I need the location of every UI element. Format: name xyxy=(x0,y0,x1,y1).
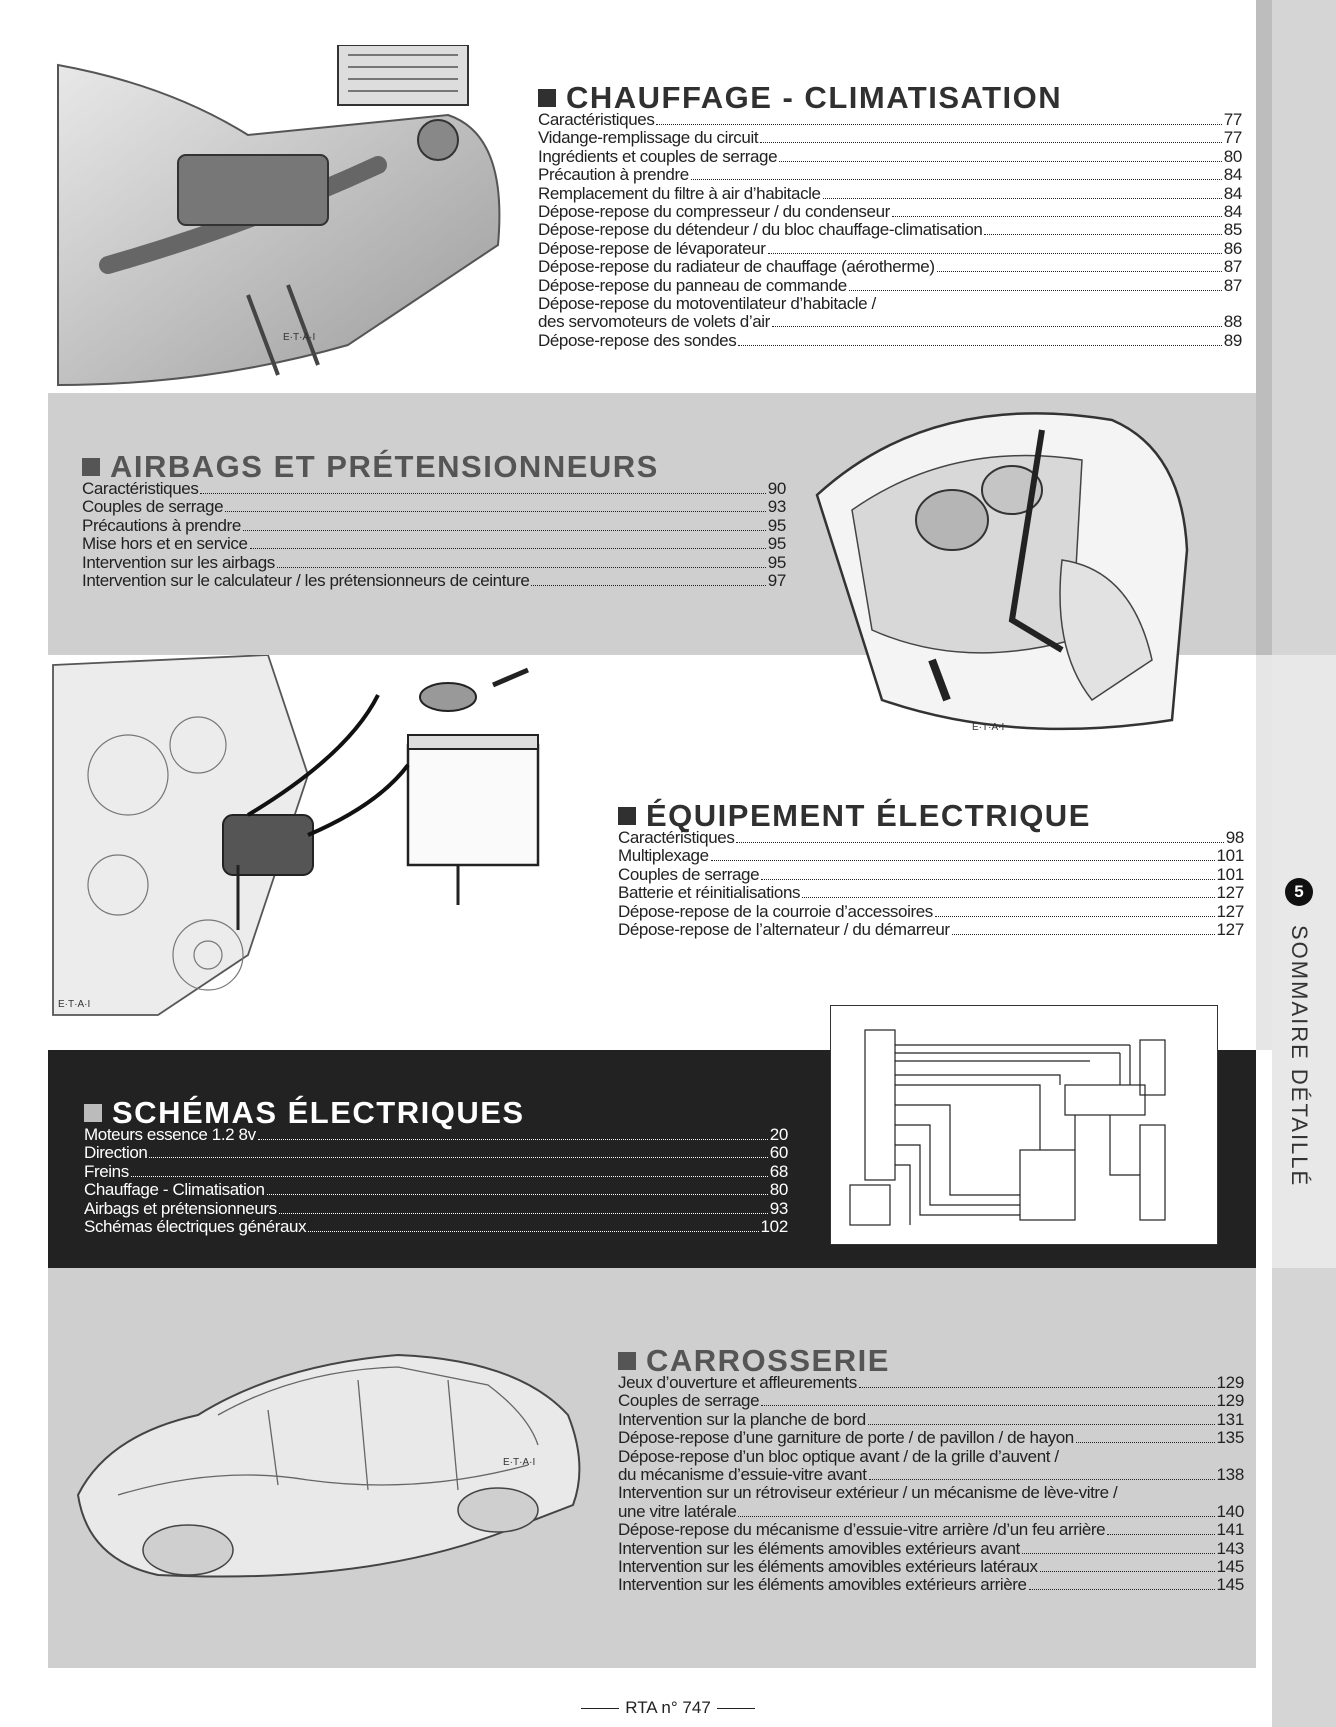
toc-entry[interactable] xyxy=(618,1503,1244,1521)
footer-rule xyxy=(717,1708,755,1709)
toc-entry[interactable] xyxy=(82,554,786,572)
toc-entry[interactable] xyxy=(538,129,1242,147)
toc-leader-dots xyxy=(823,198,1222,199)
toc-entry-page: 89 xyxy=(1223,330,1242,350)
toc-entry-page: 60 xyxy=(769,1143,788,1163)
toc-entry-title: Dépose-repose d’une garniture de porte / de pavillon / de hayon xyxy=(618,1428,1074,1448)
toc-entry[interactable] xyxy=(538,221,1242,239)
toc-leader-dots xyxy=(308,1231,758,1232)
section-title: CHAUFFAGE - CLIMATISATION xyxy=(538,82,1242,114)
toc-leader-dots xyxy=(859,1387,1215,1388)
toc-entry-page: 140 xyxy=(1216,1501,1244,1521)
toc-entry[interactable] xyxy=(538,166,1242,184)
toc-entry[interactable] xyxy=(84,1144,788,1162)
toc-entry[interactable] xyxy=(82,535,786,553)
toc-leader-dots xyxy=(1029,1589,1215,1590)
toc-entry[interactable] xyxy=(618,866,1244,884)
toc-leader-dots xyxy=(691,179,1222,180)
toc-entry-title: Dépose-repose du compresseur / du condenseur xyxy=(538,202,890,222)
toc-leader-dots xyxy=(531,585,765,586)
toc-entry-page: 102 xyxy=(760,1217,788,1237)
figure-watermark: E·T·A·I xyxy=(503,1457,536,1468)
square-bullet-icon xyxy=(82,458,100,476)
toc-leader-dots xyxy=(937,271,1222,272)
toc-entry-title: Intervention sur le calculateur / les prétensionneurs de ceinture xyxy=(82,571,530,591)
toc-leader-dots xyxy=(892,216,1222,217)
toc-leader-dots xyxy=(738,345,1221,346)
toc-entry-page: 90 xyxy=(767,479,786,498)
toc-entry[interactable] xyxy=(618,1558,1244,1576)
toc-entry[interactable] xyxy=(538,185,1242,203)
toc-entry[interactable] xyxy=(618,903,1244,921)
toc-entry-title: Dépose-repose du panneau de commande xyxy=(538,275,847,295)
toc-entry[interactable] xyxy=(618,1374,1244,1392)
toc-entry-title: Dépose-repose du radiateur de chauffage (aérotherme) xyxy=(538,257,935,277)
toc-entry[interactable] xyxy=(618,884,1244,902)
toc-leader-dots xyxy=(802,897,1214,898)
toc-leader-dots xyxy=(258,1139,768,1140)
toc-entry-page: 145 xyxy=(1216,1575,1244,1595)
toc-leader-dots xyxy=(935,916,1215,917)
toc-leader-dots xyxy=(1022,1553,1215,1554)
toc-entry-page: 87 xyxy=(1223,257,1242,277)
toc-entry[interactable] xyxy=(618,1484,1244,1502)
car-body-illustration xyxy=(68,1345,590,1595)
toc-leader-dots xyxy=(760,142,1222,143)
toc-entry-page: 84 xyxy=(1223,183,1242,203)
toc-entry[interactable] xyxy=(538,148,1242,166)
toc-entry[interactable] xyxy=(618,1411,1244,1429)
square-bullet-icon xyxy=(618,807,636,825)
dashboard-hvac-illustration xyxy=(48,45,518,393)
toc-entry-title: Couples de serrage xyxy=(82,497,224,517)
toc-entry-title: Couples de serrage xyxy=(618,1391,760,1411)
toc-leader-dots xyxy=(779,161,1222,162)
toc-entry-title: Dépose-repose du motoventilateur d’habitacle / xyxy=(538,294,876,314)
sidebar-label: SOMMAIRE DÉTAILLÉ xyxy=(1287,925,1312,1188)
toc-entry-page: 131 xyxy=(1216,1409,1244,1429)
toc-entry-page: 95 xyxy=(767,515,786,535)
section-equipement xyxy=(618,800,1244,939)
toc-entry[interactable] xyxy=(538,277,1242,295)
square-bullet-icon xyxy=(538,89,556,107)
toc-entry[interactable] xyxy=(618,921,1244,939)
toc-entry-title: Intervention sur un rétroviseur extérieur / un mécanisme de lève-vitre / xyxy=(618,1483,1118,1503)
toc-entry-page: 68 xyxy=(769,1161,788,1181)
toc-entry-title: des servomoteurs de volets d’air xyxy=(538,312,770,332)
toc-entry-title: Direction xyxy=(84,1143,148,1163)
toc-entry-title: Batterie et réinitialisations xyxy=(618,883,801,903)
toc-entry-page: 80 xyxy=(1223,146,1242,166)
toc-entry[interactable] xyxy=(82,517,786,535)
sidebar-strip-lower xyxy=(1256,655,1272,1050)
section-title: AIRBAGS ET PRÉTENSIONNEURS xyxy=(82,451,786,483)
toc-entry[interactable] xyxy=(84,1163,788,1181)
toc-entry-title: Précautions à prendre xyxy=(82,515,241,535)
toc-leader-dots xyxy=(1107,1534,1214,1535)
toc-entry-page: 95 xyxy=(767,534,786,554)
toc-entry-page: 127 xyxy=(1216,920,1244,940)
section-chauffage xyxy=(538,82,1242,350)
toc-entry-title: Moteurs essence 1.2 8v xyxy=(84,1125,256,1144)
toc-leader-dots xyxy=(849,290,1222,291)
toc-entry-page: 101 xyxy=(1216,864,1244,884)
toc-entry[interactable] xyxy=(84,1218,788,1236)
toc-leader-dots xyxy=(200,493,765,494)
toc-leader-dots xyxy=(1076,1442,1215,1443)
toc-entry-title: Caractéristiques xyxy=(538,110,655,129)
toc-entry-page: 145 xyxy=(1216,1557,1244,1577)
toc-entry-title: Caractéristiques xyxy=(82,479,199,498)
toc-leader-dots xyxy=(761,1405,1214,1406)
toc-entry-page: 84 xyxy=(1223,202,1242,222)
toc-entry-page: 127 xyxy=(1216,883,1244,903)
footer-text: RTA n° 747 xyxy=(625,1698,711,1717)
airbag-interior-illustration xyxy=(812,400,1192,745)
toc-leader-dots xyxy=(711,860,1215,861)
toc-entry-page: 80 xyxy=(769,1180,788,1200)
footer xyxy=(0,1698,1336,1718)
toc-leader-dots xyxy=(952,934,1215,935)
toc-entry-title: Dépose-repose de l’alternateur / du démarreur xyxy=(618,920,950,940)
toc-leader-dots xyxy=(279,1213,768,1214)
figure-watermark: E·T·A·I xyxy=(972,722,1005,733)
figure-watermark: E·T·A·I xyxy=(58,999,91,1010)
toc-entry-title: Airbags et prétensionneurs xyxy=(84,1198,277,1218)
toc-leader-dots xyxy=(149,1157,767,1158)
toc-entry-title: Précaution à prendre xyxy=(538,165,689,185)
toc-entry-title: Intervention sur les éléments amovibles extérieurs latéraux xyxy=(618,1557,1038,1577)
toc-leader-dots xyxy=(868,1424,1215,1425)
toc-leader-dots xyxy=(736,842,1223,843)
toc-list xyxy=(538,111,1242,350)
toc-entry[interactable] xyxy=(84,1200,788,1218)
toc-leader-dots xyxy=(277,567,766,568)
toc-entry-page: 93 xyxy=(769,1198,788,1218)
toc-entry-page: 86 xyxy=(1223,238,1242,258)
toc-entry-title: Intervention sur les éléments amovibles extérieurs arrière xyxy=(618,1575,1027,1595)
toc-entry[interactable] xyxy=(618,1429,1244,1447)
toc-entry-title: Intervention sur les éléments amovibles extérieurs avant xyxy=(618,1538,1020,1558)
toc-entry[interactable] xyxy=(618,1466,1244,1484)
square-bullet-icon xyxy=(618,1352,636,1370)
toc-entry-page: 135 xyxy=(1216,1428,1244,1448)
chapter-number-badge[interactable]: 5 xyxy=(1285,878,1313,906)
toc-entry-title: Intervention sur la planche de bord xyxy=(618,1409,866,1429)
toc-entry[interactable] xyxy=(618,1448,1244,1466)
section-title: SCHÉMAS ÉLECTRIQUES xyxy=(84,1097,788,1129)
toc-entry-page: 138 xyxy=(1216,1465,1244,1485)
toc-entry[interactable] xyxy=(538,240,1242,258)
toc-entry[interactable] xyxy=(538,258,1242,276)
toc-entry-title: Dépose-repose du mécanisme d’essuie-vitre arrière /d’un feu arrière xyxy=(618,1520,1106,1540)
toc-entry-title: une vitre latérale xyxy=(618,1501,737,1521)
toc-entry-page: 87 xyxy=(1223,275,1242,295)
toc-entry-title: Dépose-repose de la courroie d’accessoires xyxy=(618,901,933,921)
toc-entry-title: Jeux d’ouverture et affleurements xyxy=(618,1373,857,1392)
toc-leader-dots xyxy=(656,124,1221,125)
toc-entry[interactable] xyxy=(618,1540,1244,1558)
toc-entry[interactable] xyxy=(538,203,1242,221)
toc-entry[interactable] xyxy=(538,332,1242,350)
toc-entry-title: Dépose-repose d’un bloc optique avant / de la grille d’auvent / xyxy=(618,1446,1059,1466)
toc-entry-page: 129 xyxy=(1216,1373,1244,1392)
toc-entry-page: 93 xyxy=(767,497,786,517)
engine-starter-battery-illustration xyxy=(48,655,573,1017)
toc-entry-title: Remplacement du filtre à air d’habitacle xyxy=(538,183,821,203)
toc-entry-title: Mise hors et en service xyxy=(82,534,248,554)
toc-leader-dots xyxy=(267,1194,768,1195)
toc-entry-page: 77 xyxy=(1223,128,1242,148)
toc-list xyxy=(82,480,786,590)
toc-entry-title: Chauffage - Climatisation xyxy=(84,1180,265,1200)
toc-entry-page: 141 xyxy=(1216,1520,1244,1540)
toc-entry-page: 98 xyxy=(1225,828,1244,847)
toc-leader-dots xyxy=(772,326,1222,327)
toc-leader-dots xyxy=(761,879,1214,880)
toc-entry-title: Dépose-repose des sondes xyxy=(538,330,737,350)
toc-list xyxy=(618,1374,1244,1595)
toc-entry-title: Multiplexage xyxy=(618,846,709,866)
toc-leader-dots xyxy=(250,548,766,549)
toc-entry-page: 85 xyxy=(1223,220,1242,240)
toc-leader-dots xyxy=(869,1479,1215,1480)
section-carrosserie xyxy=(618,1345,1244,1595)
toc-entry-page: 127 xyxy=(1216,901,1244,921)
toc-entry-page: 129 xyxy=(1216,1391,1244,1411)
toc-leader-dots xyxy=(984,234,1221,235)
toc-entry[interactable] xyxy=(618,1521,1244,1539)
footer-rule xyxy=(581,1708,619,1709)
toc-entry[interactable] xyxy=(538,313,1242,331)
toc-leader-dots xyxy=(738,1516,1214,1517)
toc-list xyxy=(618,829,1244,939)
toc-entry-title: Vidange-remplissage du circuit xyxy=(538,128,759,148)
toc-leader-dots xyxy=(131,1176,768,1177)
toc-entry-title: du mécanisme d’essuie-vitre avant xyxy=(618,1465,867,1485)
toc-entry-title: Ingrédients et couples de serrage xyxy=(538,146,778,166)
toc-leader-dots xyxy=(225,511,766,512)
toc-entry[interactable] xyxy=(82,498,786,516)
toc-entry-title: Couples de serrage xyxy=(618,864,760,884)
toc-leader-dots xyxy=(768,253,1222,254)
toc-entry-page: 95 xyxy=(767,552,786,572)
toc-entry[interactable] xyxy=(538,295,1242,313)
toc-entry[interactable] xyxy=(618,1576,1244,1594)
toc-entry-page: 97 xyxy=(767,571,786,591)
wiring-diagram-illustration xyxy=(830,1005,1218,1245)
toc-entry-page: 143 xyxy=(1216,1538,1244,1558)
toc-entry-title: Freins xyxy=(84,1161,129,1181)
toc-entry-page: 20 xyxy=(769,1125,788,1144)
section-schemas xyxy=(84,1097,788,1236)
section-airbags xyxy=(82,451,786,590)
toc-entry-title: Dépose-repose de lévaporateur xyxy=(538,238,766,258)
figure-watermark: E·T·A·I xyxy=(283,332,316,343)
section-title: CARROSSERIE xyxy=(618,1345,1244,1377)
toc-entry-page: 84 xyxy=(1223,165,1242,185)
section-title: ÉQUIPEMENT ÉLECTRIQUE xyxy=(618,800,1244,832)
toc-entry-page: 88 xyxy=(1223,312,1242,332)
toc-entry-page: 77 xyxy=(1223,110,1242,129)
toc-leader-dots xyxy=(243,530,766,531)
toc-entry-title: Schémas électriques généraux xyxy=(84,1217,307,1237)
toc-entry[interactable] xyxy=(82,572,786,590)
toc-entry-page: 101 xyxy=(1216,846,1244,866)
toc-list xyxy=(84,1126,788,1236)
toc-entry[interactable] xyxy=(618,1392,1244,1410)
square-bullet-icon xyxy=(84,1104,102,1122)
toc-entry-title: Caractéristiques xyxy=(618,828,735,847)
toc-entry[interactable] xyxy=(84,1181,788,1199)
toc-entry[interactable] xyxy=(618,847,1244,865)
toc-entry-title: Intervention sur les airbags xyxy=(82,552,275,572)
toc-entry-title: Dépose-repose du détendeur / du bloc chauffage-climatisation xyxy=(538,220,983,240)
toc-leader-dots xyxy=(1040,1571,1215,1572)
